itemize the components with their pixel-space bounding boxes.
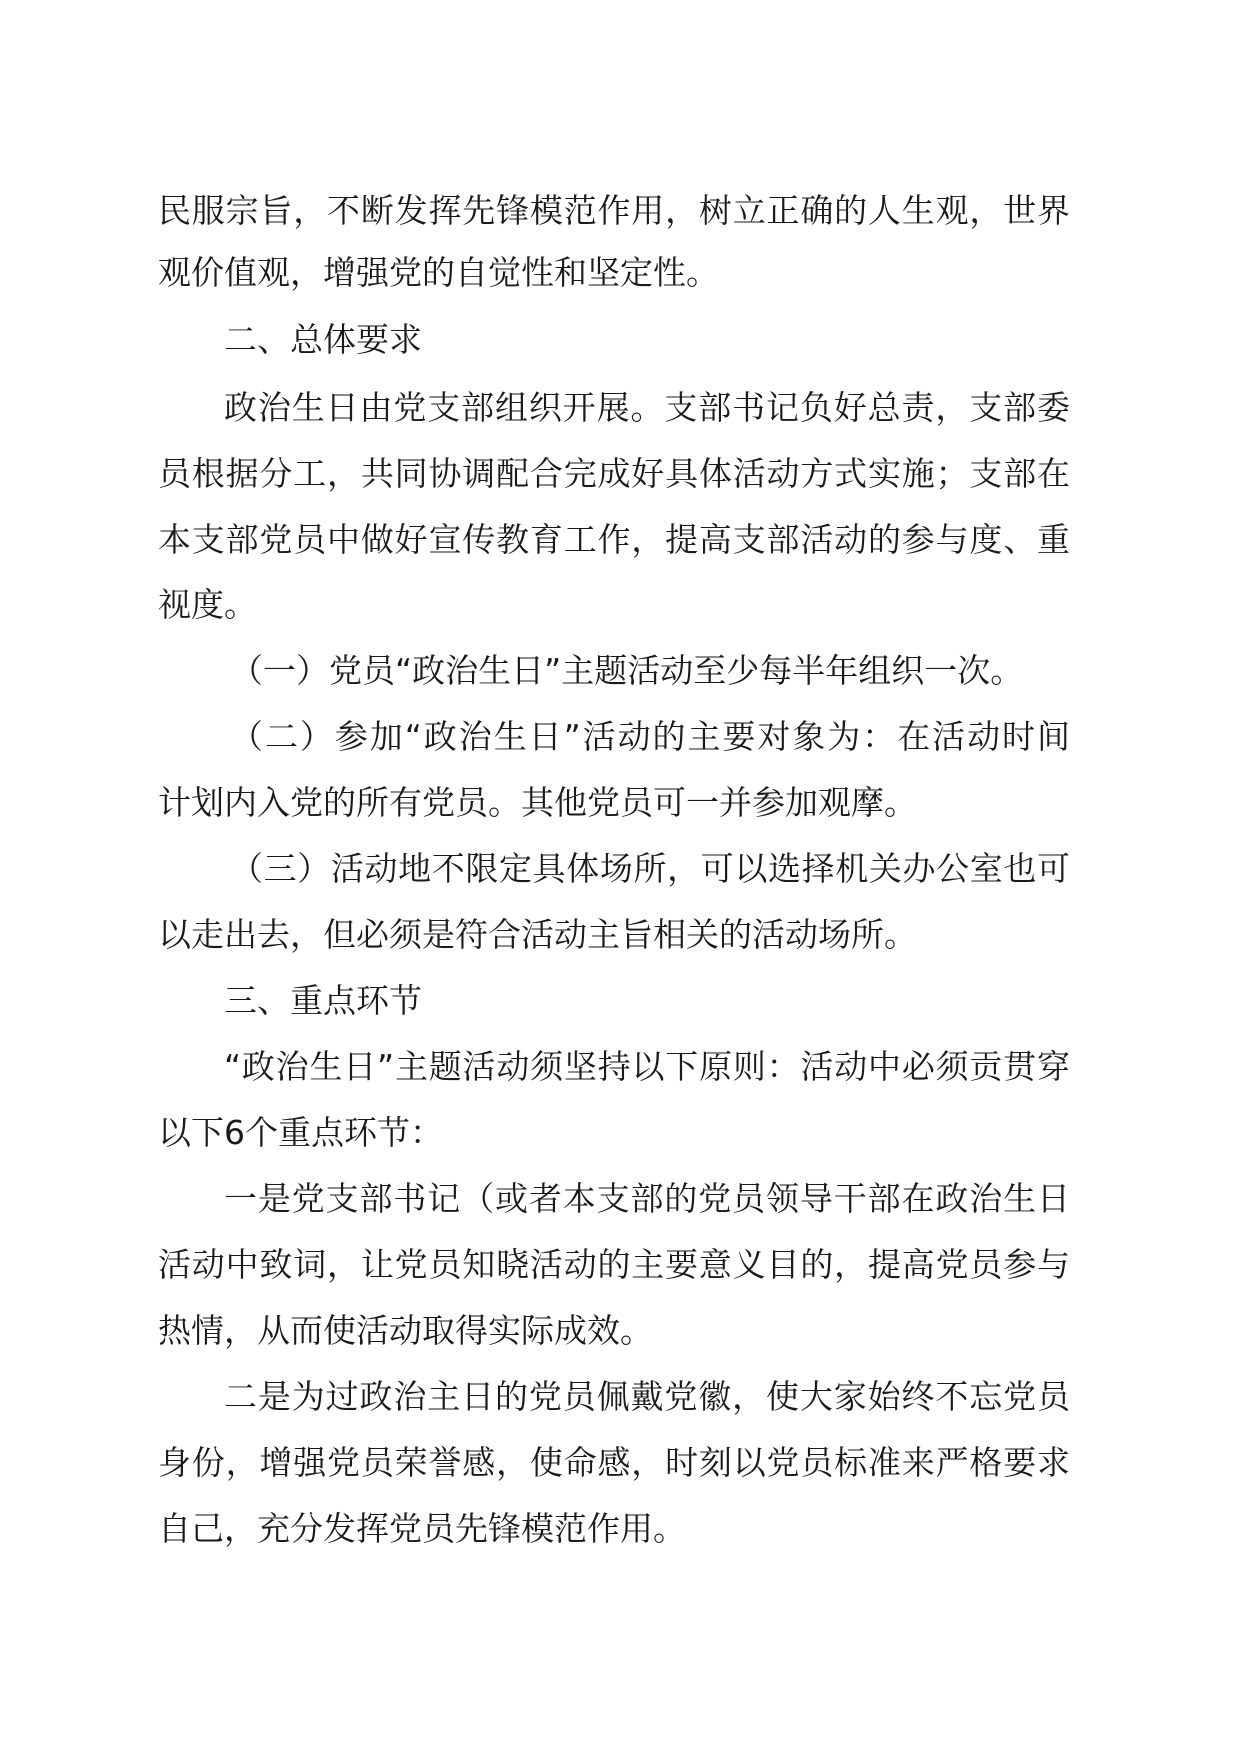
point-2-line-3: 自己，充分发挥党员先锋模范作用。: [158, 1509, 686, 1548]
body-line-7: “政治生日”主题活动须坚持以下原则：活动中必须贡贯穿: [224, 1047, 1070, 1086]
list-item-3-line-2: 以走出去，但必须是符合活动主旨相关的活动场所。: [158, 915, 917, 954]
list-item-2-line-1: （二）参加“政治生日”活动的主要对象为：在活动时间: [230, 717, 1070, 756]
list-item-1: （一）党员“政治生日”主题活动至少每半年组织一次。: [230, 651, 1024, 690]
body-line-1: 民服宗旨，不断发挥先锋模范作用，树立正确的人生观，世界: [158, 191, 1070, 230]
body-line-4: 员根据分工，共同协调配合完成好具体活动方式实施；支部在: [158, 454, 1070, 493]
section-heading-3: 三、重点环节: [224, 981, 422, 1020]
body-line-3: 政治生日由党支部组织开展。支部书记负好总责，支部委: [224, 388, 1070, 427]
list-item-2-line-2: 计划内入党的所有党员。其他党员可一并参加观摩。: [158, 783, 917, 822]
point-1-line-3: 热情，从而使活动取得实际成效。: [158, 1311, 653, 1350]
point-2-line-1: 二是为过政治主日的党员佩戴党徽，使大家始终不忘党员: [224, 1377, 1070, 1416]
section-heading-2: 二、总体要求: [224, 320, 422, 359]
list-item-3-line-1: （三）活动地不限定具体场所，可以选择机关办公室也可: [230, 849, 1070, 888]
body-line-2: 观价值观，增强党的自觉性和坚定性。: [158, 253, 719, 292]
body-line-5: 本支部党员中做好宣传教育工作，提高支部活动的参与度、重: [158, 520, 1070, 559]
point-2-line-2: 身份，增强党员荣誉感，使命感，时刻以党员标准来严格要求: [158, 1443, 1070, 1482]
point-1-line-1: 一是党支部书记（或者本支部的党员领导干部在政治生日: [224, 1179, 1070, 1218]
point-1-line-2: 活动中致词，让党员知晓活动的主要意义目的，提高党员参与: [158, 1245, 1070, 1284]
body-line-6: 视度。: [158, 585, 257, 624]
body-line-8: 以下6个重点环节：: [158, 1113, 443, 1152]
